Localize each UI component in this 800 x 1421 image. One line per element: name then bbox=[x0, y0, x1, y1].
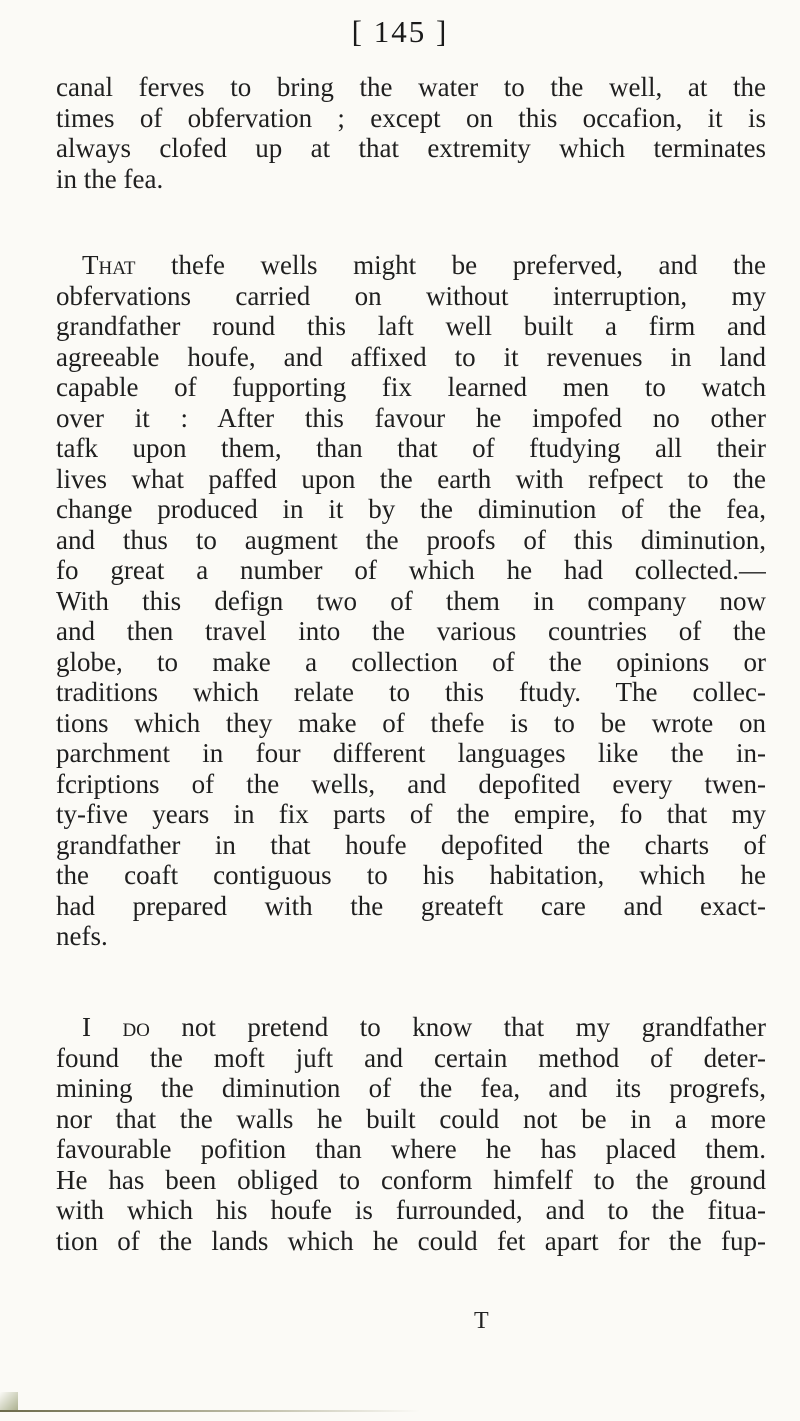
text-line: favourable pofition than where he has placed them. bbox=[56, 1134, 766, 1164]
text-line: grandfather round this laft well built a firm and bbox=[56, 311, 766, 341]
paragraph-2 bbox=[56, 250, 766, 952]
text-line: and then travel into the various countries of the bbox=[56, 616, 766, 646]
text-line: always clofed up at that extremity which terminates bbox=[56, 133, 766, 163]
text-line: With this defign two of them in company now bbox=[56, 585, 766, 616]
page-corner-mark bbox=[0, 1392, 18, 1412]
text-line: tion of the lands which he could fet apart for the fup- bbox=[56, 1225, 766, 1256]
paragraph-3 bbox=[56, 1012, 766, 1256]
text-line bbox=[56, 250, 766, 281]
text-line: parchment in four different languages like the in- bbox=[56, 738, 766, 768]
text-line bbox=[56, 1012, 766, 1043]
text-line: over it : After this favour he impofed no other bbox=[56, 402, 766, 433]
text-line: found the moft juft and certain method of deter- bbox=[56, 1042, 766, 1073]
text-line: fo great a number of which he had collected.— bbox=[56, 555, 766, 585]
text-line: globe, to make a collection of the opinions or bbox=[56, 646, 766, 677]
text-line: canal ferves to bring the water to the well, at the bbox=[56, 72, 766, 102]
text-line: tions which they make of thefe is to be wrote on bbox=[56, 707, 766, 738]
text-line: ty-five years in fix parts of the empire, fo that my bbox=[56, 799, 766, 829]
text-line: in the fea. bbox=[56, 163, 164, 194]
text-line: nor that the walls he built could not be in a more bbox=[56, 1103, 766, 1134]
text-line: traditions which relate to this ftudy. The collec- bbox=[56, 677, 766, 707]
text-line: fcriptions of the wells, and depofited every twen- bbox=[56, 768, 766, 799]
text-line: had prepared with the greateft care and exact- bbox=[56, 890, 766, 921]
text-line: agreeable houfe, and affixed to it revenues in land bbox=[56, 341, 766, 372]
text-line: capable of fupporting fix learned men to watch bbox=[56, 372, 766, 402]
text-line: tafk upon them, than that of ftudying all their bbox=[56, 433, 766, 463]
text-line-rest: thefe wells might be preferved, and the bbox=[135, 250, 766, 280]
text-line: and thus to augment the proofs of this diminution, bbox=[56, 524, 766, 555]
paragraph-lead-word: That bbox=[82, 250, 136, 280]
page-bottom-edge bbox=[0, 1410, 420, 1412]
text-line: He has been obliged to conform himfelf to the ground bbox=[56, 1164, 766, 1195]
paragraph-1 bbox=[56, 72, 766, 194]
text-line: mining the diminution of the fea, and its progrefs, bbox=[56, 1073, 766, 1103]
paragraph-lead-word: I do bbox=[82, 1012, 150, 1042]
text-line: change produced in it by the diminution of the fea, bbox=[56, 494, 766, 524]
text-line: obfervations carried on without interruption, my bbox=[56, 280, 766, 311]
text-line: lives what paffed upon the earth with refpect to the bbox=[56, 463, 766, 494]
text-line: the coaft contiguous to his habitation, which he bbox=[56, 860, 766, 890]
text-line: times of obfervation ; except on this occafion, it is bbox=[56, 102, 766, 133]
catchword: T bbox=[474, 1308, 489, 1334]
text-line: with which his houfe is furrounded, and to the fitua- bbox=[56, 1195, 766, 1225]
text-line-rest: not pretend to know that my grandfather bbox=[149, 1012, 766, 1042]
page-number-header: [ 145 ] bbox=[351, 14, 449, 49]
text-line: grandfather in that houfe depofited the charts of bbox=[56, 829, 766, 860]
text-line: nefs. bbox=[56, 921, 108, 951]
